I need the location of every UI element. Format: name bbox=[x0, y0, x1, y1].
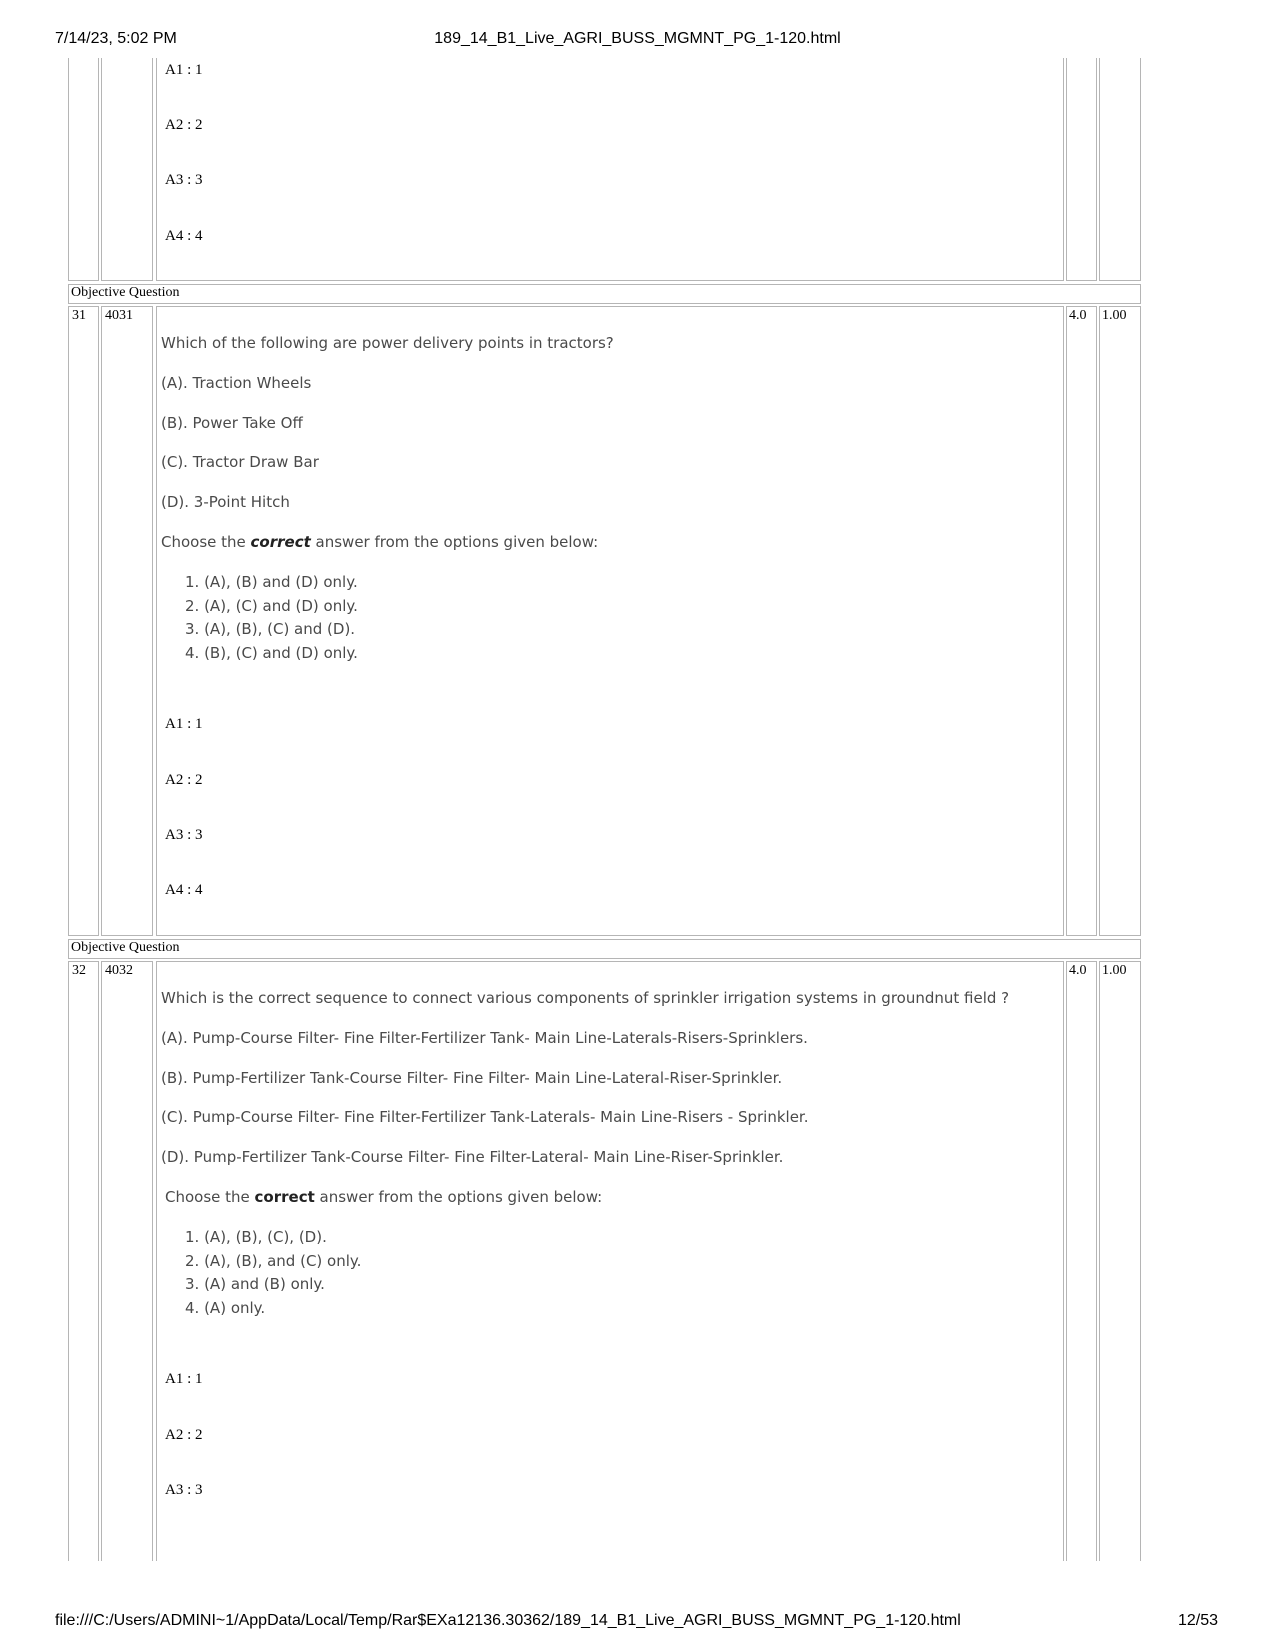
statement-b: (B). Pump-Fertilizer Tank-Course Filter- Fine Filter- Main Line-Lateral-Riser-Sprinkler. bbox=[161, 1069, 783, 1087]
marks-value: 4.0 bbox=[1069, 963, 1087, 978]
choose-instruction bbox=[161, 533, 598, 551]
prev-qid-cell bbox=[101, 58, 153, 281]
choice-3: 3. (A) and (B) only. bbox=[185, 1275, 325, 1293]
choose-post: answer from the options given below: bbox=[314, 1188, 603, 1206]
choose-bold: correct bbox=[250, 533, 311, 551]
prev-marks-cell bbox=[1066, 58, 1097, 281]
negative-marks-value: 1.00 bbox=[1102, 308, 1127, 323]
statement-b: (B). Power Take Off bbox=[161, 414, 303, 432]
question-id: 4031 bbox=[105, 308, 133, 323]
negative-marks-cell bbox=[1099, 961, 1141, 1561]
page-number: 12/53 bbox=[1178, 1612, 1219, 1629]
choice-4: 4. (A) only. bbox=[185, 1299, 266, 1317]
section-label: Objective Question bbox=[71, 285, 180, 300]
prev-answer-4: A4 : 4 bbox=[165, 228, 203, 244]
prev-question-cell bbox=[156, 58, 1064, 281]
section-label: Objective Question bbox=[71, 940, 180, 955]
question-cell bbox=[156, 306, 1064, 936]
answer-3: A3 : 3 bbox=[165, 827, 203, 843]
answer-1: A1 : 1 bbox=[165, 1371, 203, 1387]
qid-cell bbox=[101, 961, 153, 1561]
statement-c: (C). Tractor Draw Bar bbox=[161, 453, 319, 471]
choose-instruction bbox=[165, 1188, 602, 1206]
answer-3: A3 : 3 bbox=[165, 1482, 203, 1498]
choice-2: 2. (A), (B), and (C) only. bbox=[185, 1252, 362, 1270]
negative-marks-value: 1.00 bbox=[1102, 963, 1127, 978]
print-title: 189_14_B1_Live_AGRI_BUSS_MGMNT_PG_1-120.html bbox=[434, 30, 841, 47]
qid-cell bbox=[101, 306, 153, 936]
section-label-cell bbox=[68, 939, 1141, 959]
statement-a: (A). Traction Wheels bbox=[161, 374, 312, 392]
question-text: Which of the following are power delivery points in tractors? bbox=[161, 334, 614, 352]
choice-3: 3. (A), (B), (C) and (D). bbox=[185, 620, 356, 638]
marks-cell bbox=[1066, 306, 1097, 936]
question-cell bbox=[156, 961, 1064, 1561]
question-serial: 31 bbox=[72, 308, 86, 323]
question-serial: 32 bbox=[72, 963, 86, 978]
choice-2: 2. (A), (C) and (D) only. bbox=[185, 597, 358, 615]
answer-1: A1 : 1 bbox=[165, 716, 203, 732]
prev-answer-1: A1 : 1 bbox=[165, 62, 203, 78]
sno-cell bbox=[68, 961, 99, 1561]
choose-pre: Choose the bbox=[161, 533, 251, 551]
negative-marks-cell bbox=[1099, 306, 1141, 936]
question-id: 4032 bbox=[105, 963, 133, 978]
answer-2: A2 : 2 bbox=[165, 1427, 203, 1443]
choice-4: 4. (B), (C) and (D) only. bbox=[185, 644, 358, 662]
statement-a: (A). Pump-Course Filter- Fine Filter-Fertilizer Tank- Main Line-Laterals-Risers-Sprinklers. bbox=[161, 1029, 808, 1047]
print-datetime: 7/14/23, 5:02 PM bbox=[55, 30, 177, 47]
choice-1: 1. (A), (B), (C), (D). bbox=[185, 1228, 327, 1246]
choose-bold: correct bbox=[254, 1188, 315, 1206]
answer-2: A2 : 2 bbox=[165, 772, 203, 788]
choose-pre: Choose the bbox=[165, 1188, 255, 1206]
statement-d: (D). 3-Point Hitch bbox=[161, 493, 290, 511]
prev-neg-cell bbox=[1099, 58, 1141, 281]
prev-answer-2: A2 : 2 bbox=[165, 117, 203, 133]
prev-sno-cell bbox=[68, 58, 99, 281]
marks-value: 4.0 bbox=[1069, 308, 1087, 323]
statement-d: (D). Pump-Fertilizer Tank-Course Filter- Fine Filter-Lateral- Main Line-Riser-Sprinkler. bbox=[161, 1148, 784, 1166]
file-path: file:///C:/Users/ADMINI~1/AppData/Local/Temp/Rar$EXa12136.30362/189_14_B1_Live_AGRI_BUSS_MGMNT_PG_1-120.html bbox=[55, 1612, 961, 1629]
section-label-cell bbox=[68, 284, 1141, 304]
statement-c: (C). Pump-Course Filter- Fine Filter-Fertilizer Tank-Laterals- Main Line-Risers - Sprinkler. bbox=[161, 1108, 809, 1126]
sno-cell bbox=[68, 306, 99, 936]
choose-post: answer from the options given below: bbox=[310, 533, 599, 551]
prev-answer-3: A3 : 3 bbox=[165, 172, 203, 188]
question-text: Which is the correct sequence to connect various components of sprinkler irrigation systems in groundnut field ? bbox=[161, 989, 1010, 1007]
choice-1: 1. (A), (B) and (D) only. bbox=[185, 573, 358, 591]
marks-cell bbox=[1066, 961, 1097, 1561]
answer-4: A4 : 4 bbox=[165, 882, 203, 898]
